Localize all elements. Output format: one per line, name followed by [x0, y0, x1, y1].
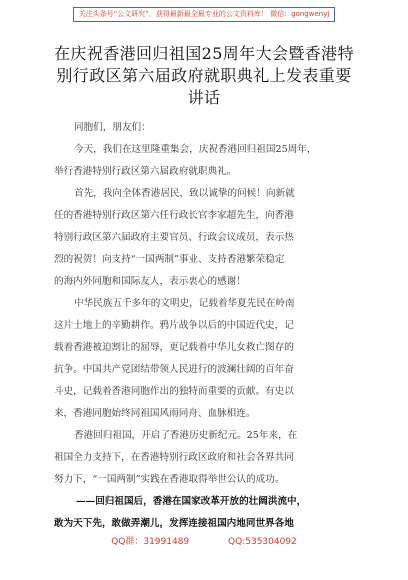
paragraph-line: 特别行政区第六届政府主要官员、行政会议成员，表示热 [54, 232, 294, 243]
paragraph-line: 来，香港同胞始终同祖国风雨同舟、血脉相连。 [54, 408, 256, 419]
paragraph-line: 任的香港特别行政区第六任行政长官李家超先生，向香港 [54, 210, 294, 221]
qq-group-text: QQ群：31991489 [111, 537, 190, 547]
speech-body [54, 117, 360, 535]
paragraph-line: 抗争。中国共产党团结带领人民进行的波澜壮阔的百年奋 [54, 364, 294, 375]
paragraph-line: 举行香港特别行政区第六届政府就职典礼。 [54, 166, 237, 177]
bold-paragraph-line: 敢为天下先，敢做弄潮儿，发挥连接祖国内地同世界各地 [54, 518, 294, 529]
qq-number-text: QQ:535304092 [228, 537, 297, 547]
paragraph-line: 首先，我向全体香港居民，致以诚挚的问候！向新就 [74, 188, 295, 199]
title-line: 别行政区第六届政府就职典礼上发表重要 [56, 66, 352, 85]
footer-contact [0, 534, 408, 547]
paragraph-line: 香港回归祖国，开启了香港历史新纪元。25年来，在 [74, 430, 298, 441]
document-title [46, 43, 362, 109]
paragraph-line: 斗史，记载着香港同胞作出的独特而重要的贡献。有史以 [54, 386, 294, 397]
title-line: 在庆祝香港回归祖国25周年大会暨香港特 [54, 44, 354, 63]
salutation: 同胞们，朋友们： [74, 122, 151, 133]
title-line: 讲话 [187, 88, 221, 107]
paragraph-line: 祖国全力支持下，在香港特别行政区政府和社会各界共同 [54, 452, 294, 463]
paragraph-line: 中华民族五千多年的文明史，记载着华夏先民在岭南 [74, 298, 295, 309]
paragraph-line: 努力下，“一国两制”实践在香港取得举世公认的成功。 [54, 474, 285, 485]
paragraph-line: 载着香港被迫割让的屈辱，更记载着中华儿女救亡图存的 [54, 342, 294, 353]
paragraph-line: 这片土地上的辛勤耕作。鸦片战争以后的中国近代史，记 [54, 320, 294, 331]
header-banner: 关注头条号“公文研究”，获得最新最全最专业的公文资料库！ 微信：gongwenyj [73, 7, 335, 22]
bold-paragraph-line: ——回归祖国后，香港在国家改革开放的壮阔洪流中， [76, 496, 307, 507]
paragraph-line: 烈的祝贺！向支持“一国两制”事业、支持香港繁荣稳定 [54, 254, 285, 265]
paragraph-line: 今天，我们在这里隆重集会，庆祝香港回归祖国25周年， [74, 144, 317, 155]
paragraph-line: 的海内外同胞和国际友人，表示衷心的感谢！ [54, 276, 246, 287]
